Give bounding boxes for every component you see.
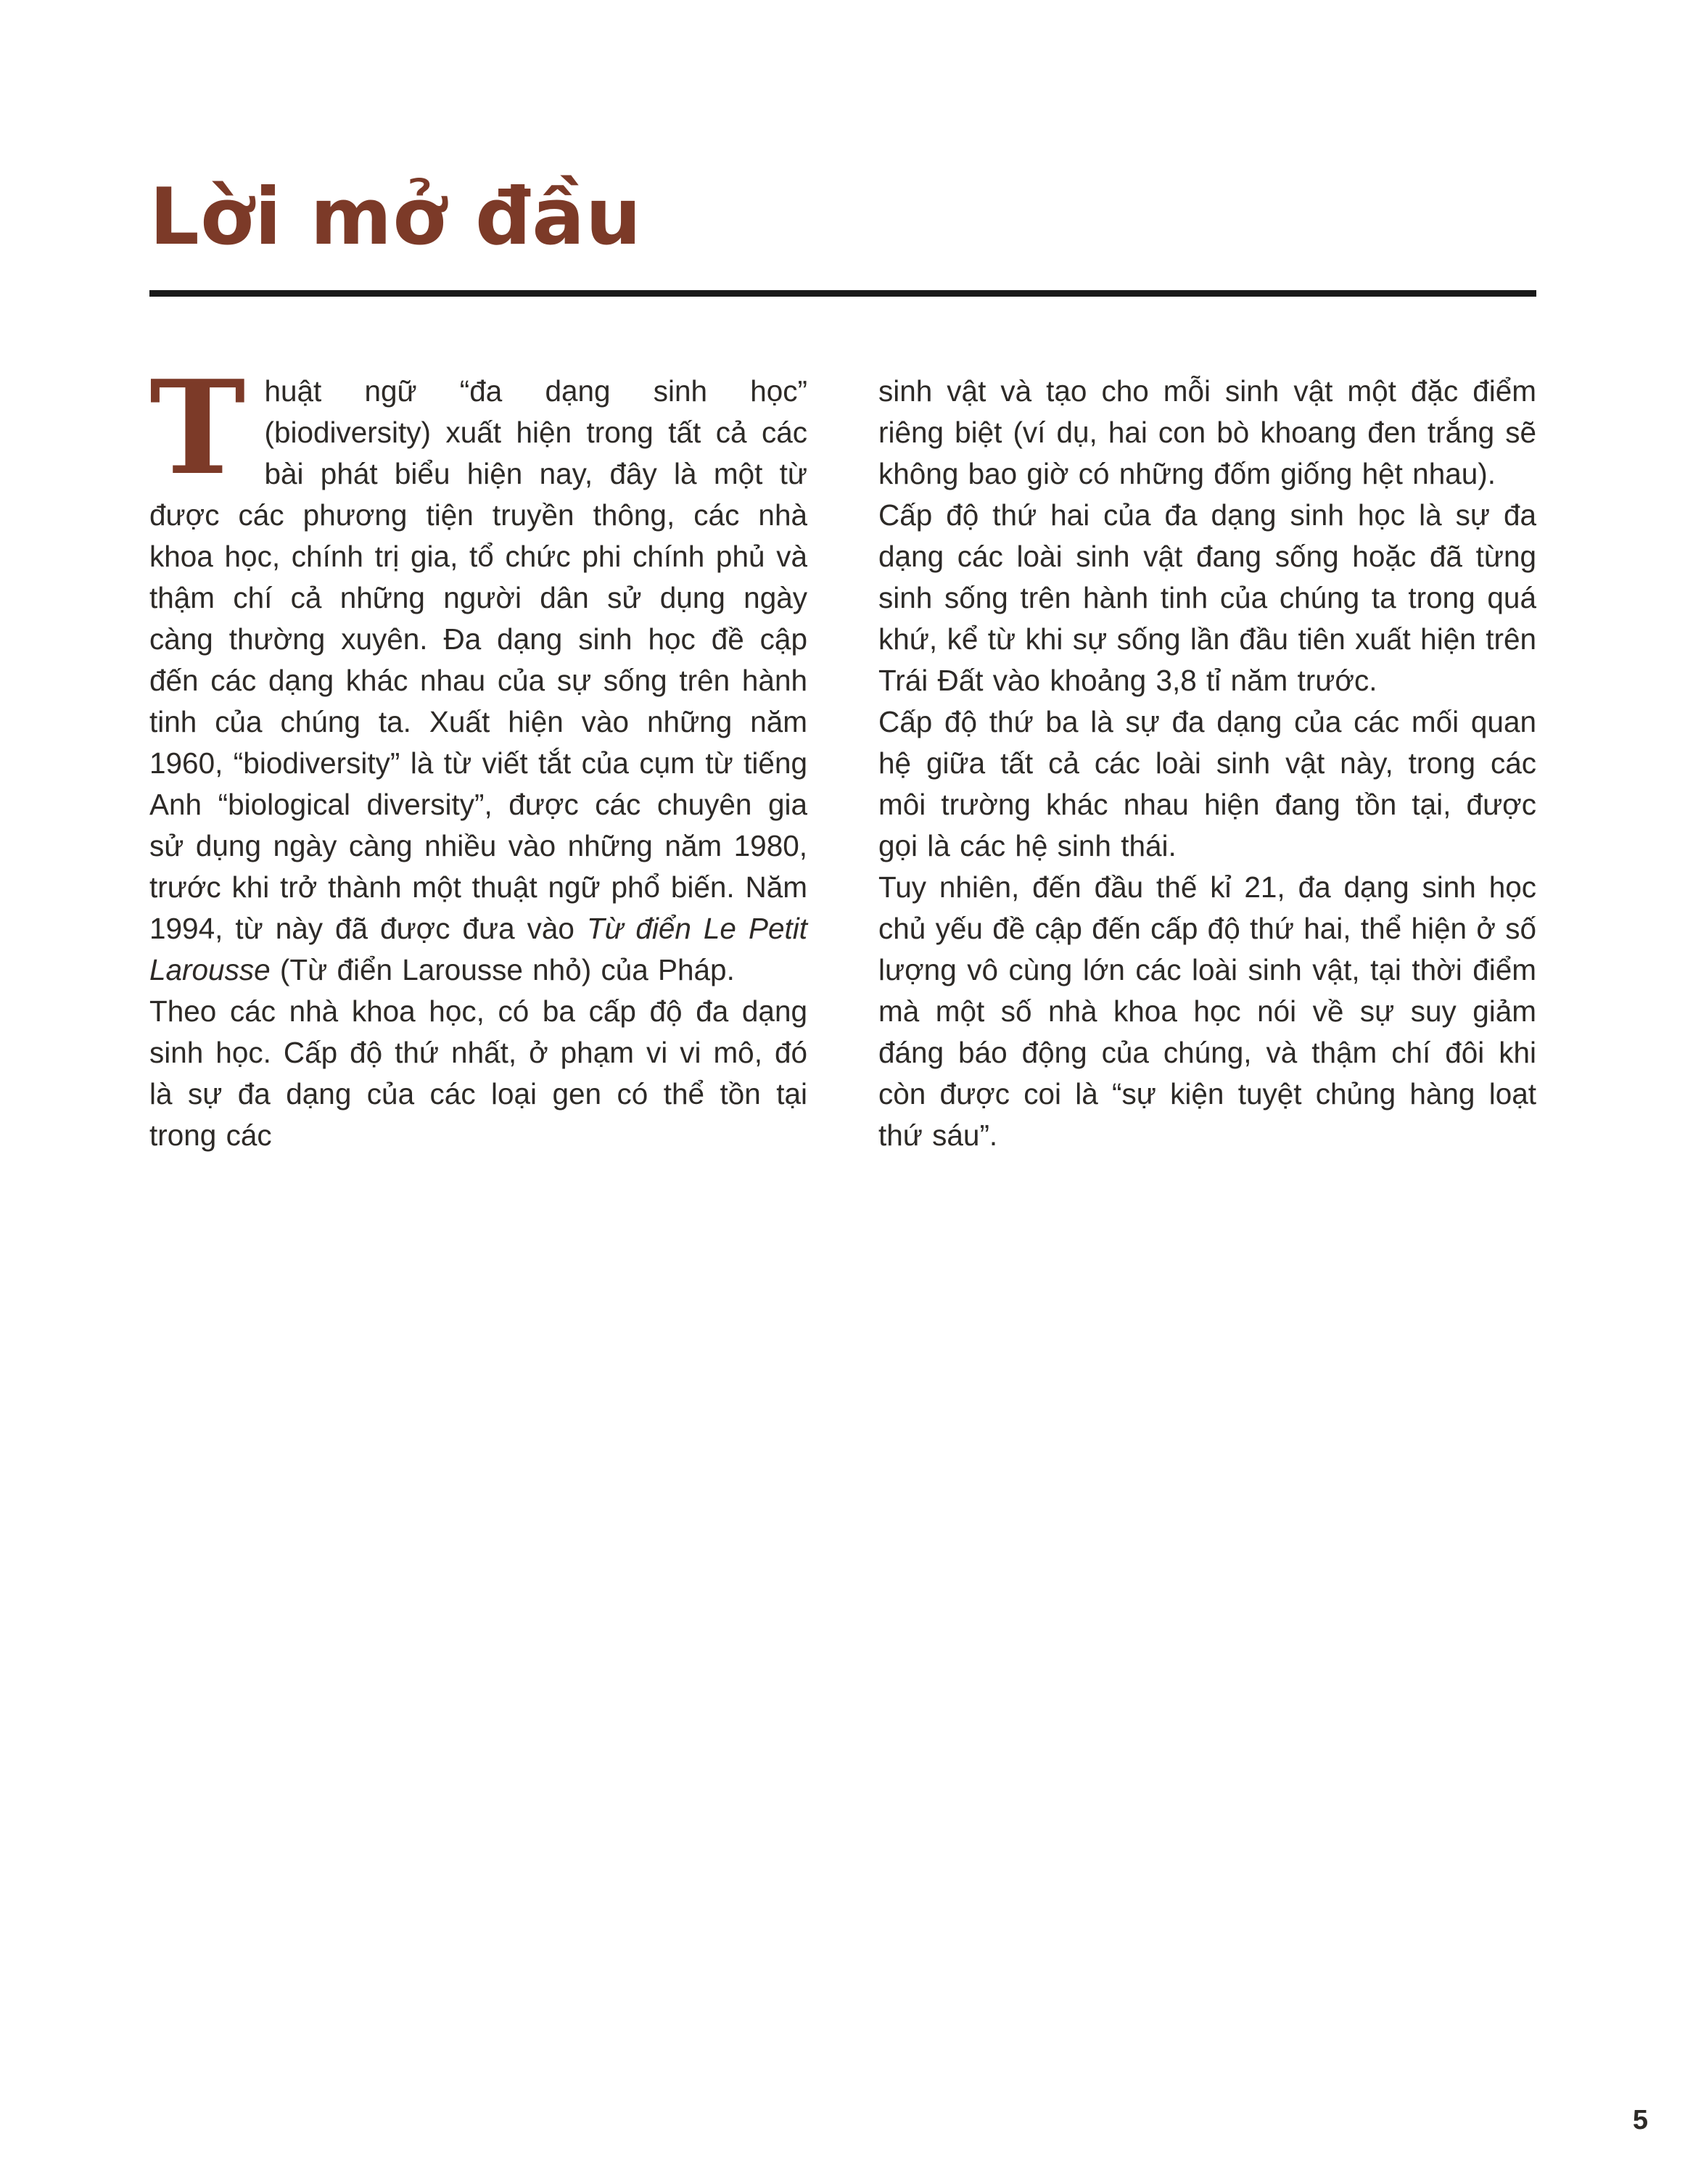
paragraph-level-one-cont: sinh vật và tạo cho mỗi sinh vật một đặc điểm riêng biệt (ví dụ, hai con bò khoang đen trắng sẽ không bao giờ có những đốm giống hệt nhau).: [878, 374, 1536, 490]
paragraph-level-three: Cấp độ thứ ba là sự đa dạng của các mối quan hệ giữa tất cả các loài sinh vật này, trong các môi trường khác nhau hiện đang tồn tại, được gọi là các hệ sinh thái.: [878, 705, 1536, 862]
drop-cap-letter: T: [149, 352, 246, 503]
paragraph-conclusion: Tuy nhiên, đến đầu thế kỉ 21, đa dạng sinh học chủ yếu đề cập đến cấp độ thứ hai, thể hiện ở số lượng vô cùng lớn các loài sinh vật, tại thời điểm mà một số nhà khoa học nói về sự suy giảm đáng báo động của chúng, và thậm chí đôi khi còn được coi là “sự kiện tuyệt chủng hàng loạt thứ sáu”.: [878, 870, 1536, 1152]
paragraph-intro-tail: (Từ điển Larousse nhỏ) của Pháp.: [270, 953, 735, 986]
paragraph-level-two: Cấp độ thứ hai của đa dạng sinh học là sự đa dạng các loài sinh vật đang sống hoặc đã từng sinh sống trên hành tinh của chúng ta trong quá khứ, kể từ khi sự sống lần đầu tiên xuất hiện trên Trái Đất vào khoảng 3,8 tỉ năm trước.: [878, 498, 1536, 697]
right-column: [878, 371, 1536, 1156]
text-columns: [149, 352, 1536, 1156]
paragraph-intro: [149, 352, 807, 991]
left-column: [149, 352, 807, 1156]
page-number: 5: [1632, 2105, 1648, 2135]
chapter-title: Lời mở đầu: [149, 172, 643, 263]
book-title-italic: Từ điển Le Petit Larousse: [149, 912, 807, 986]
title-divider-rule: [149, 290, 1536, 297]
paragraph-intro-text: huật ngữ “đa dạng sinh học” (biodiversity) xuất hiện trong tất cả các bài phát biểu hiện nay, đây là một từ được các phương tiện truyền thông, các nhà khoa học, chính trị gia, tổ chức phi chính phủ và thậm chí cả những người dân sử dụng ngày càng thường xuyên. Đa dạng sinh học đề cập đến các dạng khác nhau của sự sống trên hành tinh của chúng ta. Xuất hiện vào những năm 1960, “biodiversity” là từ viết tắt của cụm từ tiếng Anh “biological diversity”, được các chuyên gia sử dụng ngày càng nhiều vào những năm 1980, trước khi trở thành một thuật ngữ phổ biến. Năm 1994, từ này đã được đưa vào: [149, 374, 807, 945]
paragraph-levels-intro: Theo các nhà khoa học, có ba cấp độ đa dạng sinh học. Cấp độ thứ nhất, ở phạm vi vi mô, đó là sự đa dạng của các loại gen có thể tồn tại trong các: [149, 994, 807, 1152]
